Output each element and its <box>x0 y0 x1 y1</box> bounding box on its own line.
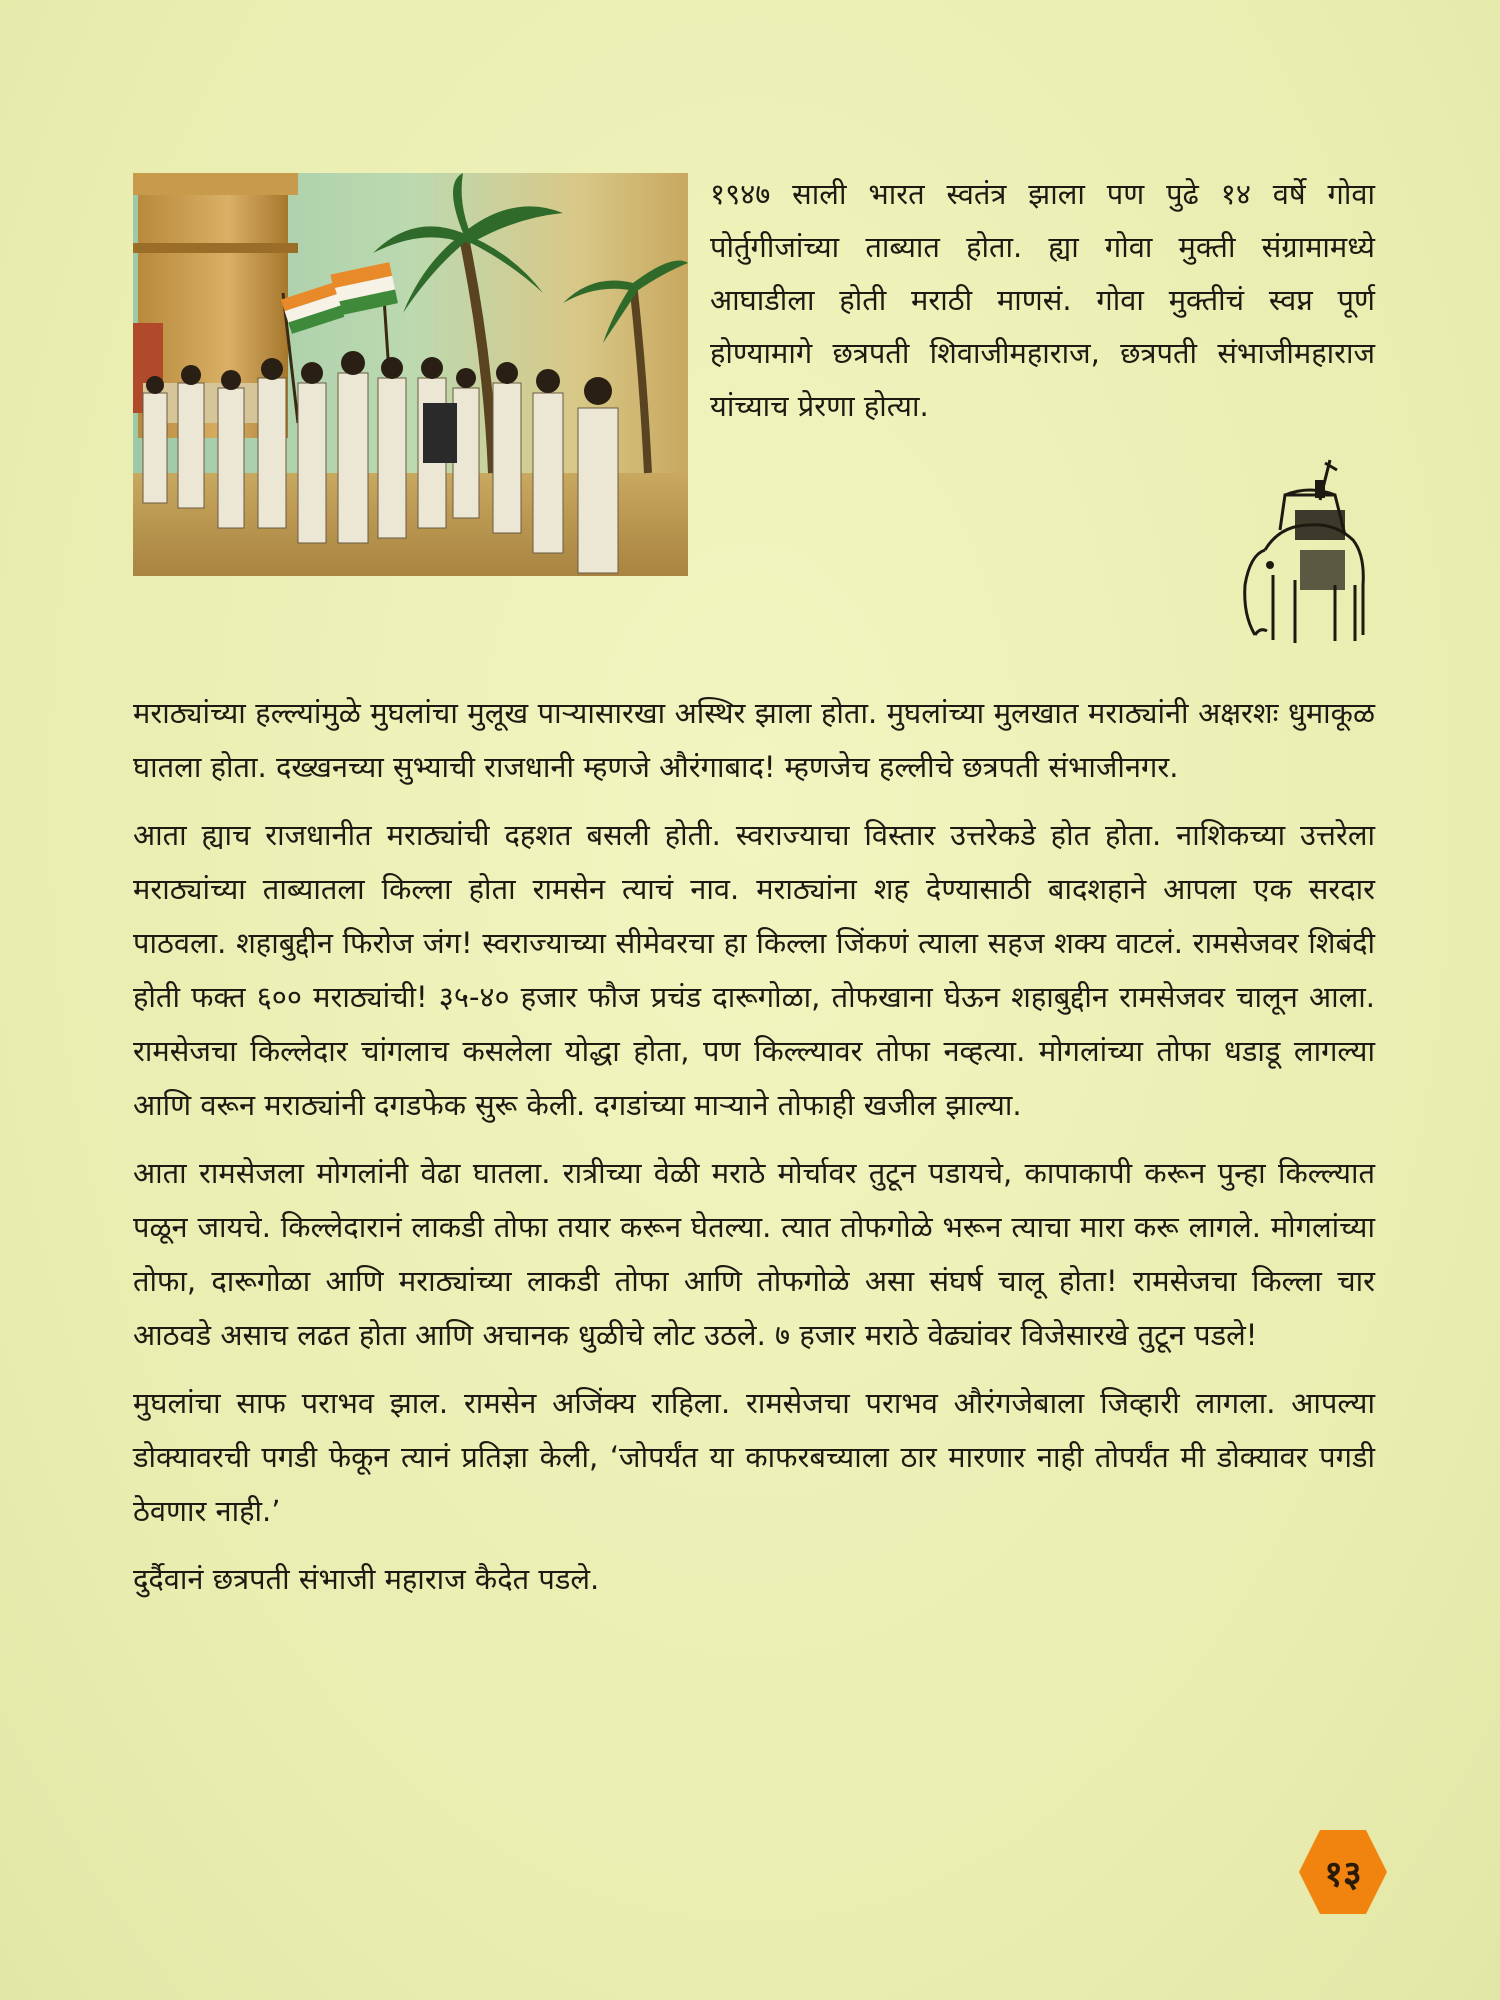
main-story-text <box>133 686 1375 1620</box>
goa-liberation-illustration <box>133 173 688 576</box>
goa-liberation-march-painting <box>133 173 688 576</box>
story-paragraph: मराठ्यांच्या हल्ल्यांमुळे मुघलांचा मुलूख पाऱ्यासारखा अस्थिर झाला होता. मुघलांच्या मुलखात मराठ्यांनी अक्षरशः धुमाकूळ घातला होता. दख्खनच्या सुभ्याची राजधानी म्हणजे औरंगाबाद! म्हणजेच हल्लीचे छत्रपती संभाजीनगर. <box>133 696 1375 784</box>
war-elephant-icon <box>1225 455 1375 650</box>
story-paragraph: मुघलांचा साफ पराभव झाल. रामसेन अजिंक्य राहिला. रामसेजचा पराभव औरंगजेबाला जिव्हारी लागला. आपल्या डोक्यावरची पगडी फेकून त्यानं प्रतिज्ञा केली, ‘जोपर्यंत या काफरबच्याला ठार मारणार नाही तोपर्यंत मी डोक्यावर पगडी ठेवणार नाही.’ <box>133 1386 1375 1528</box>
story-paragraph: आता ह्याच राजधानीत मराठ्यांची दहशत बसली होती. स्वराज्याचा विस्तार उत्तरेकडे होत होता. नाशिकच्या उत्तरेला मराठ्यांच्या ताब्यातला किल्ला होता रामसेन त्याचं नाव. मराठ्यांना शह देण्यासाठी बादशहाने आपला एक सरदार पाठवला. शहाबुद्दीन फिरोज जंग! स्वराज्याच्या सीमेवरचा हा किल्ला जिंकणं त्याला सहज शक्य वाटलं. रामसेजवर शिबंदी होती फक्त ६०० मराठ्यांची! ३५-४० हजार फौज प्रचंड दारूगोळा, तोफखाना घेऊन शहाबुद्दीन रामसेजवर चालून आला. रामसेजचा किल्लेदार चांगलाच कसलेला योद्धा होता, पण किल्ल्यावर तोफा नव्हत्या. मोगलांच्या तोफा धडाडू लागल्या आणि वरून मराठ्यांनी दगडफेक सुरू केली. दगडांच्या माऱ्याने तोफाही खजील झाल्या. <box>133 818 1375 1122</box>
intro-paragraph: १९४७ साली भारत स्वतंत्र झाला पण पुढे १४ वर्षे गोवा पोर्तुगीजांच्या ताब्यात होता. ह्या गोवा मुक्ती संग्रामामध्ये आघाडीला होती मराठी माणसं. गोवा मुक्तीचं स्वप्न पूर्ण होण्यामागे छत्रपती शिवाजीमहाराज, छत्रपती संभाजीमहाराज यांच्याच प्रेरणा होत्या. <box>710 177 1375 423</box>
story-paragraph: दुर्दैवानं छत्रपती संभाजी महाराज कैदेत पडले. <box>133 1562 600 1596</box>
story-paragraph: आता रामसेजला मोगलांनी वेढा घातला. रात्रीच्या वेळी मराठे मोर्चावर तुटून पडायचे, कापाकापी करून पुन्हा किल्ल्यात पळून जायचे. किल्लेदारानं लाकडी तोफा तयार करून घेतल्या. त्यात तोफगोळे भरून त्याचा मारा करू लागले. मोगलांच्या तोफा, दारूगोळा आणि मराठ्यांच्या लाकडी तोफा आणि तोफगोळे असा संघर्ष चालू होता! रामसेजचा किल्ला चार आठवडे असाच लढत होता आणि अचानक धुळीचे लोट उठले. ७ हजार मराठे वेढ्यांवर विजेसारखे तुटून पडले! <box>133 1156 1375 1352</box>
page-number: १३ <box>1324 1853 1362 1895</box>
